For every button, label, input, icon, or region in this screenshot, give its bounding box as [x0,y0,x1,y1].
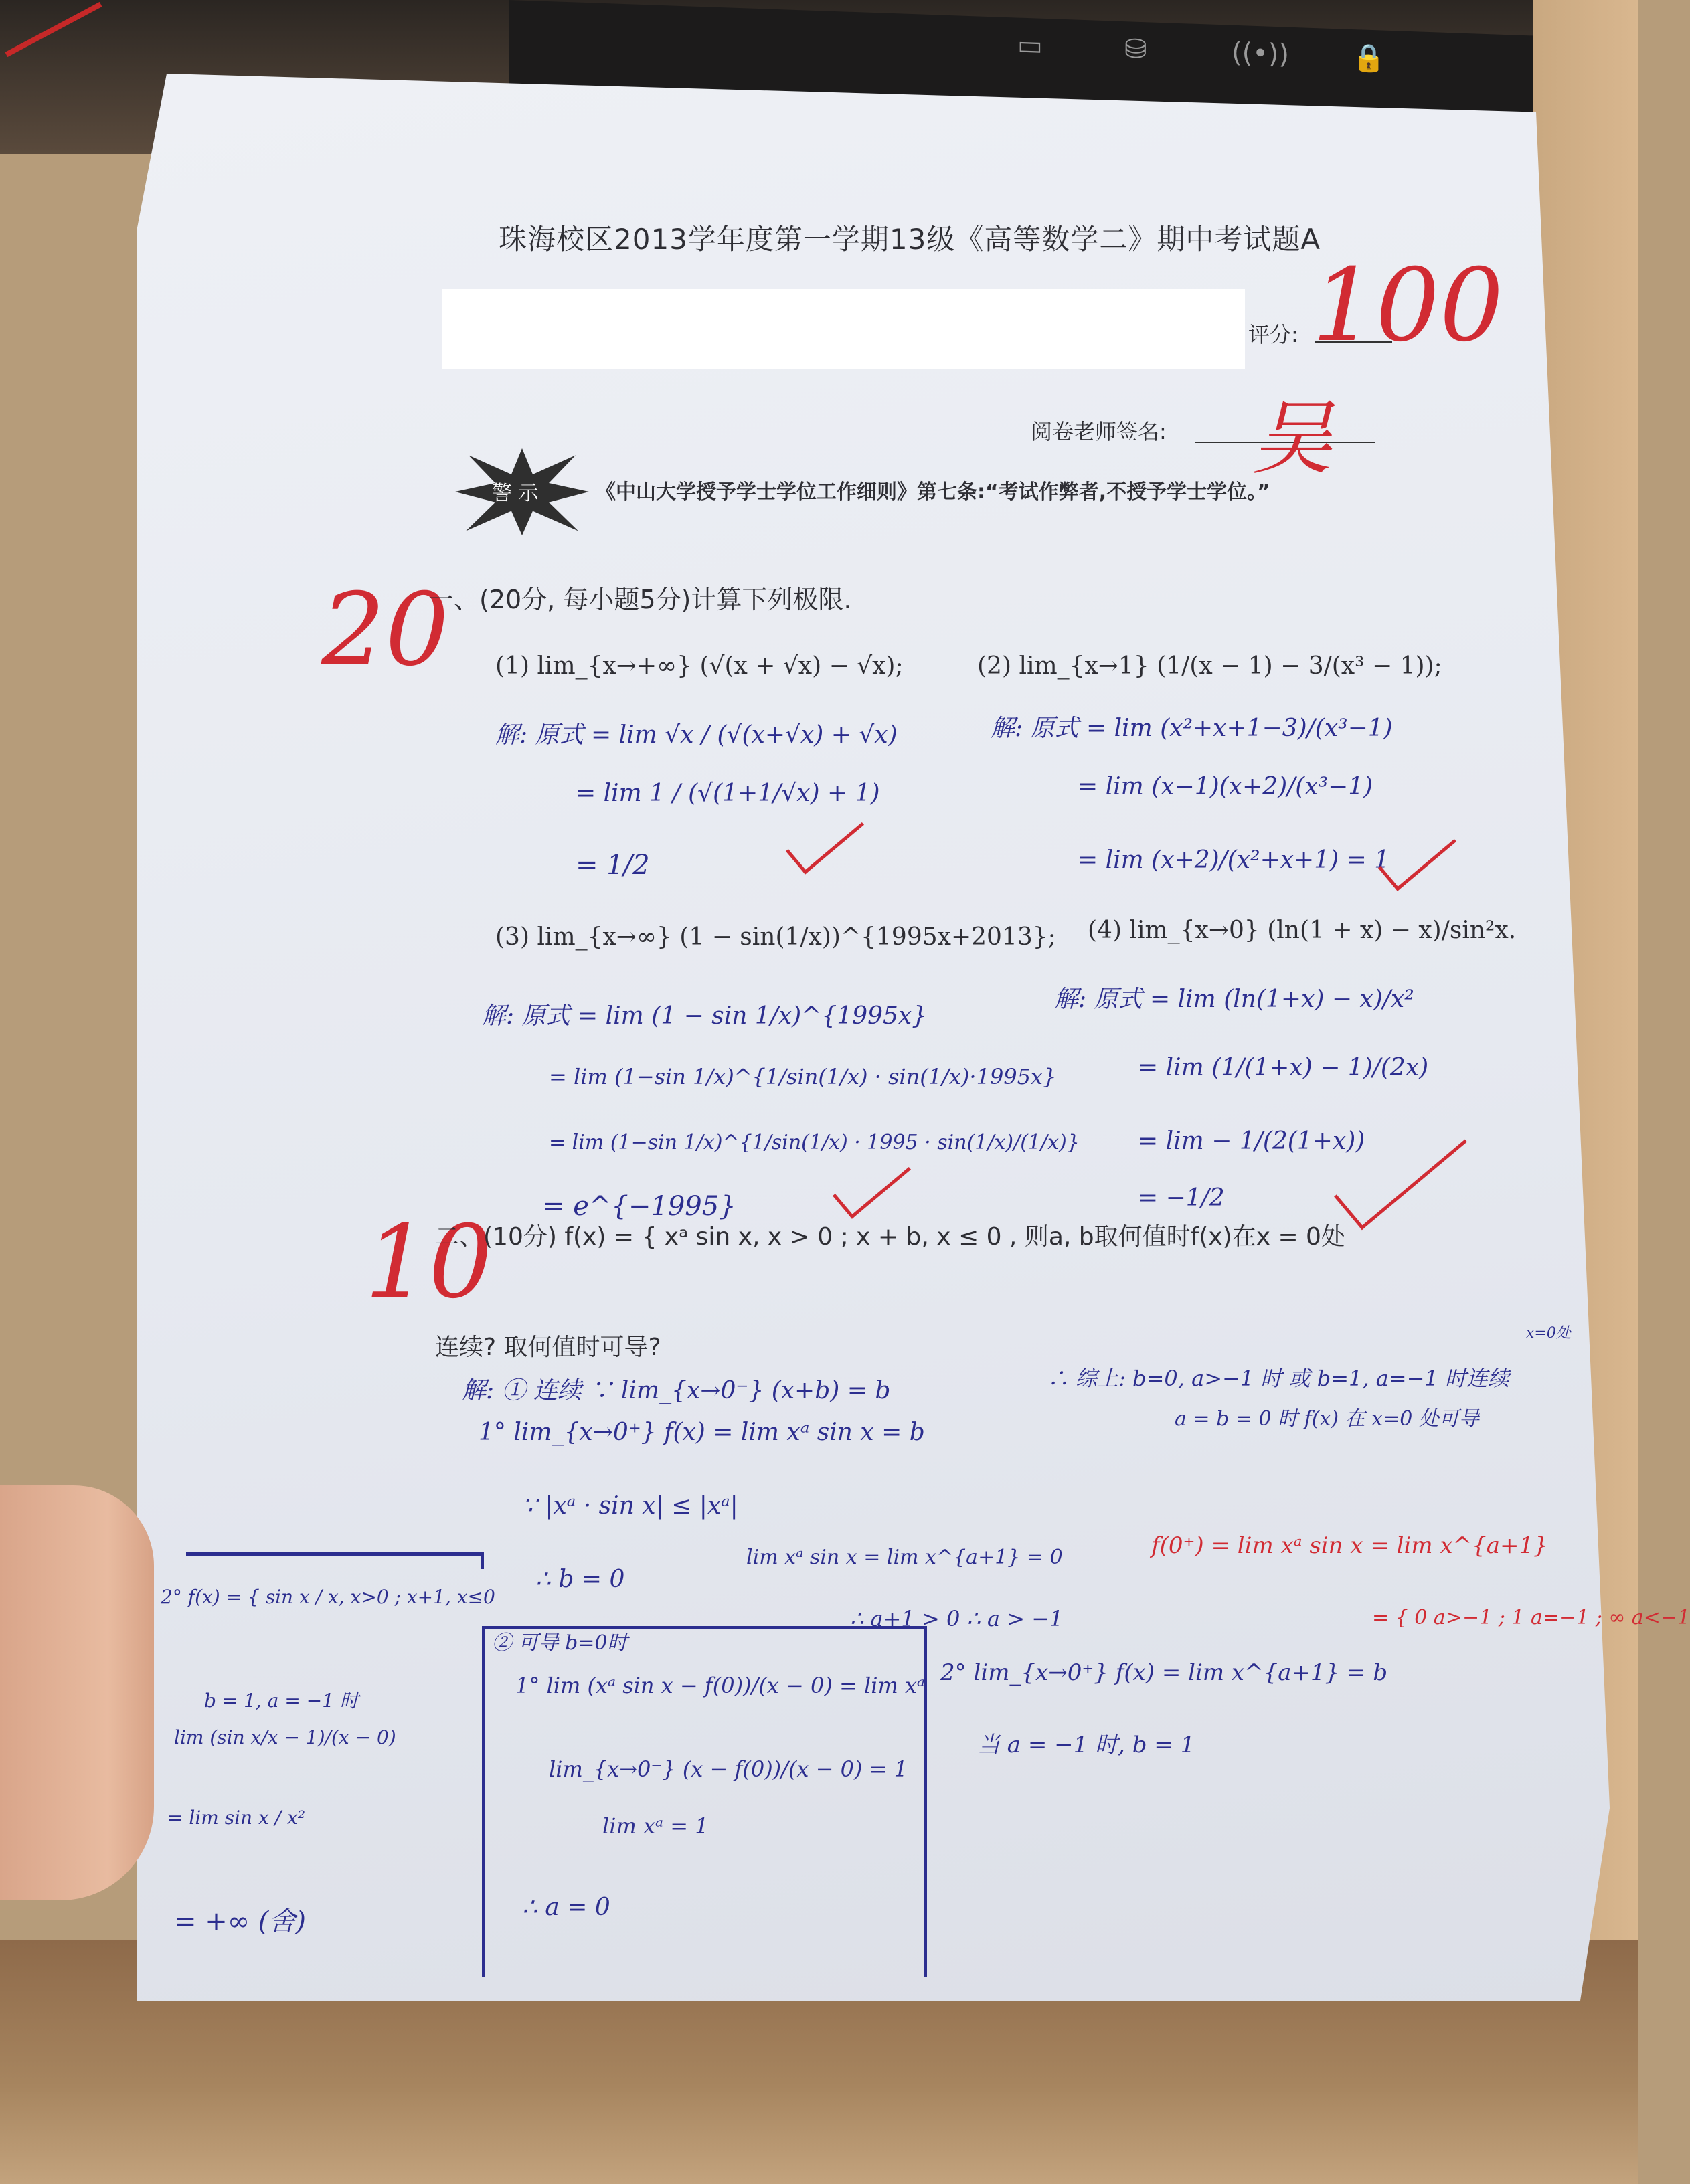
answer-7-line5: ∴ a = 0 [522,1894,610,1921]
wifi-icon: ((•)) [1232,37,1290,70]
answer-8-line2: b = 1, a = −1 时 [204,1690,359,1712]
answer-2-line2: = lim (x−1)(x+2)/(x³−1) [1078,773,1373,800]
answer-6-note: x=0处 [1526,1325,1571,1342]
red-note-line1: f(0⁺) = lim xᵃ sin x = lim x^{a+1} [1151,1532,1548,1559]
answer-8-line4: = lim sin x / x² [167,1807,306,1829]
section2-heading: 二、(10分) f(x) = { xᵃ sin x, x > 0 ; x + b, x ≤ 0 , 则a, b取何值时f(x)在x = 0处 [435,1223,1345,1251]
exam-title: 珠海校区2013学年度第一学期13级《高等数学二》期中考试题A [499,223,1321,256]
answer-6-line1: ∴ 综上: b=0, a>−1 时 或 b=1, a=−1 时连续 [1047,1366,1509,1391]
answer-3-line3: = lim (1−sin 1/x)^{1/sin(1/x) · 1995 · sin(1/x)/(1/x)} [549,1131,1080,1154]
section1-heading: 一、(20分, 每小题5分)计算下列极限. [428,585,852,614]
answer-1-line3: = 1/2 [576,850,650,881]
answer-4-line3: = lim − 1/(2(1+x)) [1138,1127,1365,1155]
scribble-box-left [186,1552,484,1569]
question-2: (2) lim_{x→1} (1/(x − 1) − 3/(x³ − 1)); [977,652,1442,680]
total-score-mark: 100 [1312,248,1504,364]
answer-9-line1: 2° lim_{x→0⁺} f(x) = lim x^{a+1} = b [940,1659,1388,1686]
teacher-signature: 吴 [1252,393,1332,486]
answer-5-line1: 解: ① 连续 ∵ lim_{x→0⁻} (x+b) = b [462,1377,891,1404]
answer-2-line1: 解: 原式 = lim (x²+x+1−3)/(x³−1) [991,715,1393,742]
folder-icon: ▭ [1017,29,1043,62]
answer-5-line3: ∵ |xᵃ · sin x| ≤ |xᵃ| [522,1492,738,1520]
section2-score-mark: 10 [365,1204,493,1321]
answer-5-line5: lim xᵃ sin x = lim x^{a+1} = 0 [746,1546,1063,1569]
section1-score-mark: 20 [321,572,449,689]
section2-heading-cont: 连续? 取何值时可导? [435,1334,661,1361]
red-note-line2: = { 0 a>−1 ; 1 a=−1 ; ∞ a<−1 [1372,1606,1690,1629]
question-4: (4) lim_{x→0} (ln(1 + x) − x)/sin²x. [1088,917,1517,944]
answer-5-line2: 1° lim_{x→0⁺} f(x) = lim xᵃ sin x = b [479,1419,925,1446]
answer-8-line1: 2° f(x) = { sin x / x, x>0 ; x+1, x≤0 [161,1586,495,1608]
question-3: (3) lim_{x→∞} (1 − sin(1/x))^{1995x+2013}; [495,923,1056,951]
answer-8-line5: = +∞ (舍) [174,1906,306,1937]
answer-5-line6: ∴ a+1 > 0 ∴ a > −1 [850,1606,1064,1631]
score-label: 评分: [1248,322,1298,347]
answer-1-line1: 解: 原式 = lim √x / (√(x+√x) + √x) [495,721,898,749]
answer-7-line3: lim_{x→0⁻} (x − f(0))/(x − 0) = 1 [549,1756,908,1782]
answer-3-line1: 解: 原式 = lim (1 − sin 1/x)^{1995x} [482,1002,928,1030]
answer-1-line2: = lim 1 / (√(1+1/√x) + 1) [576,780,880,807]
answer-7-line2: 1° lim (xᵃ sin x − f(0))/(x − 0) = lim xᵃ [515,1673,926,1698]
warning-badge: 警 示 [492,482,539,505]
answer-9-line2: 当 a = −1 时, b = 1 [977,1732,1195,1758]
disk-icon: ⛁ [1124,33,1147,66]
answer-7-line4: lim xᵃ = 1 [602,1813,709,1839]
answer-6-line2: a = b = 0 时 f(x) 在 x=0 处可导 [1175,1407,1479,1431]
answer-4-line1: 解: 原式 = lim (ln(1+x) − x)/x² [1054,986,1414,1013]
answer-8-line3: lim (sin x/x − 1)/(x − 0) [174,1726,396,1748]
answer-3-line4: = e^{−1995} [542,1191,736,1222]
answer-4-line4: = −1/2 [1138,1184,1225,1212]
answer-3-line2: = lim (1−sin 1/x)^{1/sin(1/x) · sin(1/x)·1995x} [549,1064,1057,1089]
warning-rule: 《中山大学授予学士学位工作细则》第七条:“考试作弊者,不授予学士学位。” [596,480,1270,504]
answer-5-line4: ∴ b = 0 [535,1566,625,1593]
redacted-student-info [442,289,1245,369]
answer-7-line1: ② 可导 b=0时 [492,1631,628,1655]
answer-2-line3: = lim (x+2)/(x²+x+1) = 1 [1078,846,1390,874]
lock-icon: 🔒 [1352,42,1385,74]
question-1: (1) lim_{x→+∞} (√(x + √x) − √x); [495,652,904,680]
hand-holding-paper [0,1485,154,1900]
answer-4-line2: = lim (1/(1+x) − 1)/(2x) [1138,1054,1429,1081]
teacher-signature-label: 阅卷老师签名: [1031,419,1167,444]
